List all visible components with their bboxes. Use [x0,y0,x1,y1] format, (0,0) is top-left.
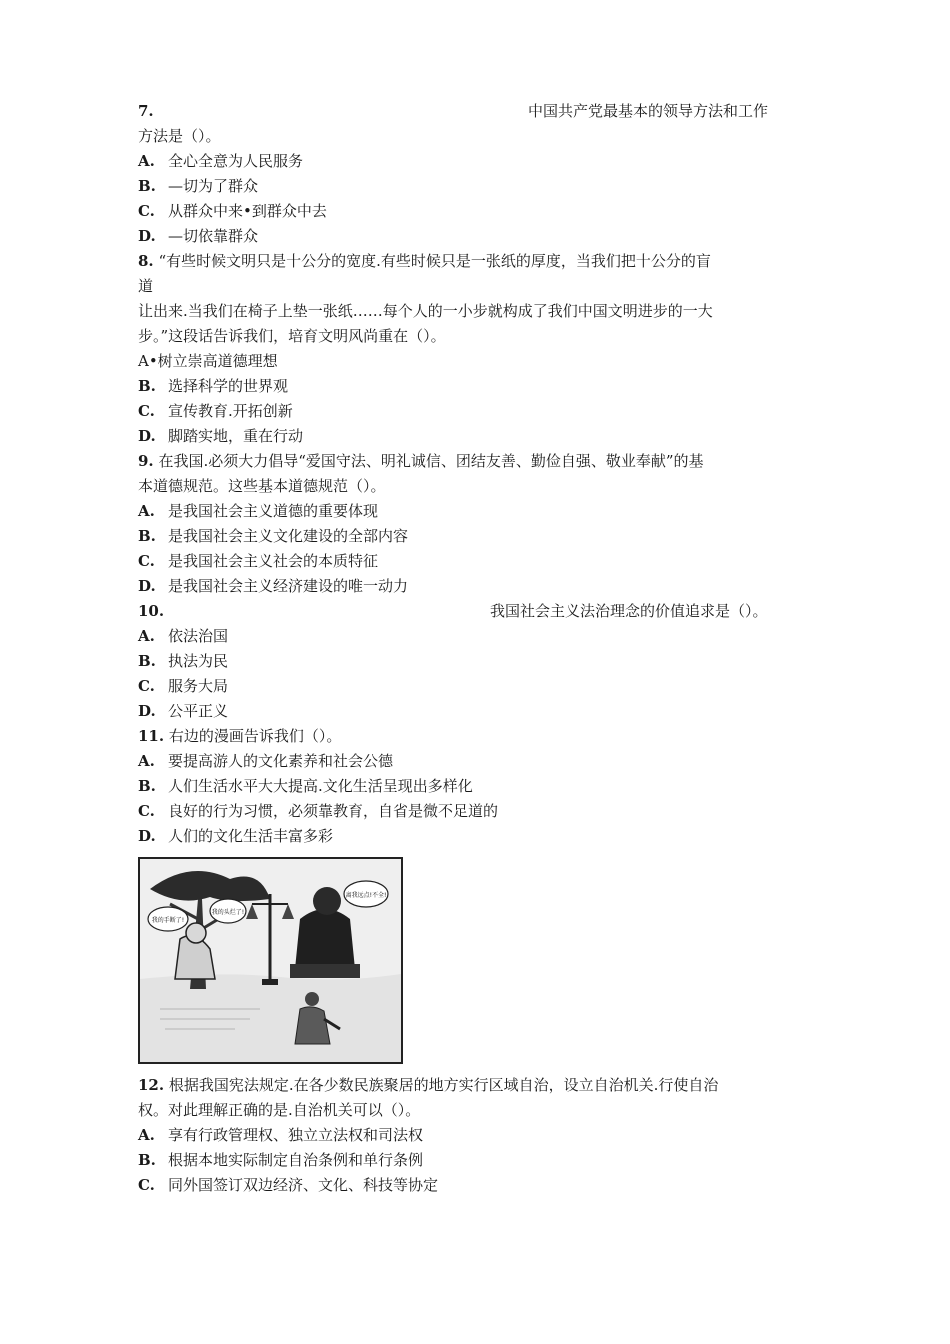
option-text: 从群众中来•到群众中去 [168,202,327,220]
q8-stem-line1 [138,249,810,274]
q10-option-d [138,699,810,724]
q9-stem-line2: 本道德规范。这些基本道德规范（）。 [138,477,386,495]
option-label: D. [138,427,156,445]
option-label: C. [138,1176,155,1194]
option-text: 宣传教育.开拓创新 [168,402,293,420]
q10-option-a [138,624,810,649]
q12-number: 12. [138,1076,165,1094]
option-text: 是我国社会主义文化建设的全部内容 [168,527,409,545]
option-label: C. [138,202,155,220]
q9-option-a [138,499,810,524]
option-text: 是我国社会主义社会的本质特征 [168,552,379,570]
q7-number: 7. [138,102,154,120]
q9-stem-text1: 在我国.必须大力倡导“爱国守法、明礼诚信、团结友善、勤俭自强、敬业奉献”的基 [158,452,704,470]
option-label: A. [138,1126,155,1144]
q7-stem-part1: 中国共产党最基本的领导方法和工作 [528,102,769,120]
option-label: B. [138,1151,156,1169]
option-text: —切为了群众 [168,177,259,195]
q12-option-b [138,1148,810,1173]
q7-option-d [138,224,810,249]
option-text: 执法为民 [168,652,229,670]
option-label: A. [138,627,155,645]
option-text: 选择科学的世界观 [168,377,289,395]
cartoon-bubble-1: 我的手断了! [151,917,185,924]
option-label: D. [138,227,156,245]
option-label: B. [138,777,156,795]
q11-number: 11. [138,727,165,745]
cartoon-bubble-2: 我的头烂了! [211,909,245,916]
q9-option-c [138,549,810,574]
q8-option-d [138,424,810,449]
option-label: D. [138,827,156,845]
option-label: B. [138,177,156,195]
q12-option-a [138,1123,810,1148]
q9-option-b [138,524,810,549]
option-label: C. [138,552,155,570]
option-text: 全心全意为人民服务 [168,152,304,170]
q7-option-a [138,149,810,174]
option-text: 脚踏实地，重在行动 [168,427,304,445]
option-text: 享有行政管理权、独立立法权和司法权 [168,1126,424,1144]
option-label: D. [138,577,156,595]
q8-stem-text1: “有些时候文明只是十公分的宽度.有些时候只是一张纸的厚度，当我们把十公分的盲 [158,252,711,270]
q11-cartoon-image [138,857,403,1064]
q12-stem-line2: 权。对此理解正确的是.自治机关可以（）。 [138,1101,421,1119]
q8-option-c [138,399,810,424]
q11-option-a [138,749,810,774]
q8-option-a: A•树立崇高道德理想 [138,352,278,370]
q11-option-b [138,774,810,799]
option-text: 依法治国 [168,627,229,645]
option-text: 人们的文化生活丰富多彩 [168,827,334,845]
option-label: C. [138,802,155,820]
option-label: C. [138,677,155,695]
q9-number: 9. [138,452,154,470]
q9-stem-line1 [138,449,810,474]
q12-stem-text1: 根据我国宪法规定.在各少数民族聚居的地方实行区域自治，设立自治机关.行使自治 [168,1076,719,1094]
q7-stem-part2: 方法是（）。 [138,127,221,145]
option-label: B. [138,527,156,545]
q10-number: 10. [138,602,165,620]
option-text: 要提高游人的文化素养和社会公德 [168,752,394,770]
cartoon-bubble-3: 离我远点!不全! [345,892,387,899]
option-text: 良好的行为习惯，必须靠教育，自省是微不足道的 [168,802,499,820]
q8-option-b [138,374,810,399]
option-text: 是我国社会主义道德的重要体现 [168,502,379,520]
q10-option-b [138,649,810,674]
q8-stem-line4: 步。”这段话告诉我们，培育文明风尚重在（）。 [138,327,446,345]
option-text: 人们生活水平大大提高.文化生活呈现出多样化 [168,777,473,795]
q10-stem [138,599,810,624]
option-text: 是我国社会主义经济建设的唯一动力 [168,577,409,595]
option-label: A. [138,152,155,170]
cartoon-drawing [140,859,401,1062]
option-text: 同外国签订双边经济、文化、科技等协定 [168,1176,439,1194]
option-text: —切依靠群众 [168,227,259,245]
q9-option-d [138,574,810,599]
option-label: D. [138,702,156,720]
q8-number: 8. [138,252,154,270]
q8-stem-line3: 让出来.当我们在椅子上垫一张纸……每个人的一小步就构成了我们中国文明进步的一大 [138,302,713,320]
q8-stem-line2: 道 [138,277,154,295]
q11-option-d [138,824,810,849]
q7-stem [138,99,810,124]
q7-option-c [138,199,810,224]
q11-option-c [138,799,810,824]
option-text: 根据本地实际制定自治条例和单行条例 [168,1151,424,1169]
option-label: B. [138,652,156,670]
q11-stem [138,724,810,749]
option-text: 服务大局 [168,677,229,695]
q11-stem-text: 右边的漫画告诉我们（）。 [168,727,342,745]
option-text: 公平正义 [168,702,229,720]
q10-stem-text: 我国社会主义法治理念的价值追求是（）。 [490,602,768,620]
q12-option-c [138,1173,810,1198]
option-label: A. [138,502,155,520]
option-label: B. [138,377,156,395]
option-label: C. [138,402,155,420]
option-label: A. [138,752,155,770]
q7-option-b [138,174,810,199]
q12-stem-line1 [138,1073,810,1098]
exam-page [138,99,810,1198]
q10-option-c [138,674,810,699]
